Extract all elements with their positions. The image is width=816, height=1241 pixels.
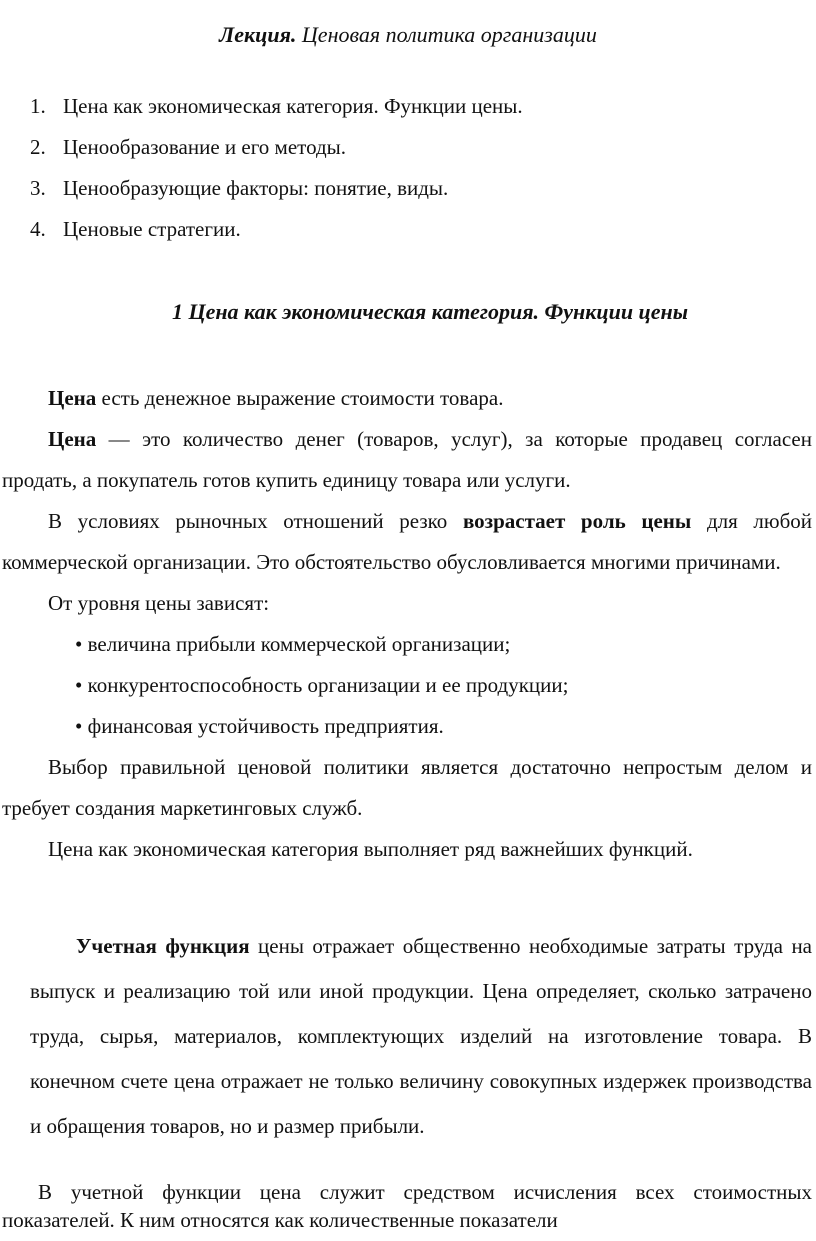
- term-price: Цена: [48, 386, 97, 410]
- toc-item-text: Цена как экономическая категория. Функции цены.: [63, 94, 523, 118]
- toc-item-number: 4.: [30, 217, 46, 241]
- table-of-contents: [30, 86, 523, 250]
- paragraph-accounting-tail: В учетной функции цена служит средством исчисления всех стоимостных показателей. К ним относятся как количественные показатели: [2, 1180, 812, 1232]
- toc-item-number: 3.: [30, 176, 46, 200]
- paragraph-policy-choice: Выбор правильной ценовой политики является достаточно непростым делом и требует создания маркетинговых служб.: [2, 755, 812, 820]
- term-price: Цена: [48, 427, 97, 451]
- lecture-title-text: Ценовая политика организации: [296, 22, 597, 47]
- lecture-title-label: Лекция.: [219, 22, 297, 47]
- toc-item-number: 2.: [30, 135, 46, 159]
- paragraph-price-amount: [2, 419, 812, 501]
- toc-item: [30, 127, 523, 168]
- toc-item: [30, 86, 523, 127]
- toc-item-number: 1.: [30, 94, 46, 118]
- section-heading: 1 Цена как экономическая категория. Функции цены: [171, 299, 689, 324]
- paragraph-text: — это количество денег (товаров, услуг), за которые продавец согласен продать, а покупатель готов купить единицу товара или услуги.: [2, 427, 812, 492]
- paragraph-functions-intro: Цена как экономическая категория выполняет ряд важнейших функций.: [48, 837, 693, 861]
- paragraph-price-definition: [2, 378, 812, 419]
- toc-item: [30, 209, 523, 250]
- emphasis-price-role: возрастает роль цены: [462, 509, 692, 533]
- section-body: [2, 378, 812, 870]
- toc-item-text: Ценообразование и его методы.: [63, 135, 347, 159]
- paragraph-depends: От уровня цены зависят:: [48, 591, 270, 615]
- paragraph-text: цены отражает общественно необходимые затраты труда на выпуск и реализацию той или иной продукции. Цена определяет, сколько затрачено труда, сырья, материалов, комплектующих изделий на изготовление товара. В конечном счете цена отражает не только величину совокупных издержек производства и обращения товаров, но и размер прибыли.: [30, 934, 812, 1138]
- bullet-item: • конкурентоспособность организации и ее продукции;: [75, 673, 569, 697]
- toc-item-text: Ценовые стратегии.: [63, 217, 241, 241]
- term-accounting-function: Учетная функция: [76, 934, 250, 958]
- toc-item: [30, 168, 523, 209]
- paragraph-text: для любой коммерческой организации. Это обстоятельство обусловливается многими причинами.: [2, 509, 813, 574]
- lecture-title: [0, 22, 816, 48]
- toc-item-text: Ценообразующие факторы: понятие, виды.: [63, 176, 449, 200]
- paragraph-market-conditions: [2, 501, 812, 583]
- bullet-item: • величина прибыли коммерческой организации;: [75, 632, 511, 656]
- paragraph-text: В условиях рыночных отношений резко: [48, 509, 463, 533]
- paragraph-text: есть денежное выражение стоимости товара.: [96, 386, 504, 410]
- paragraph-accounting-function: [30, 924, 812, 1149]
- bullet-item: • финансовая устойчивость предприятия.: [75, 714, 444, 738]
